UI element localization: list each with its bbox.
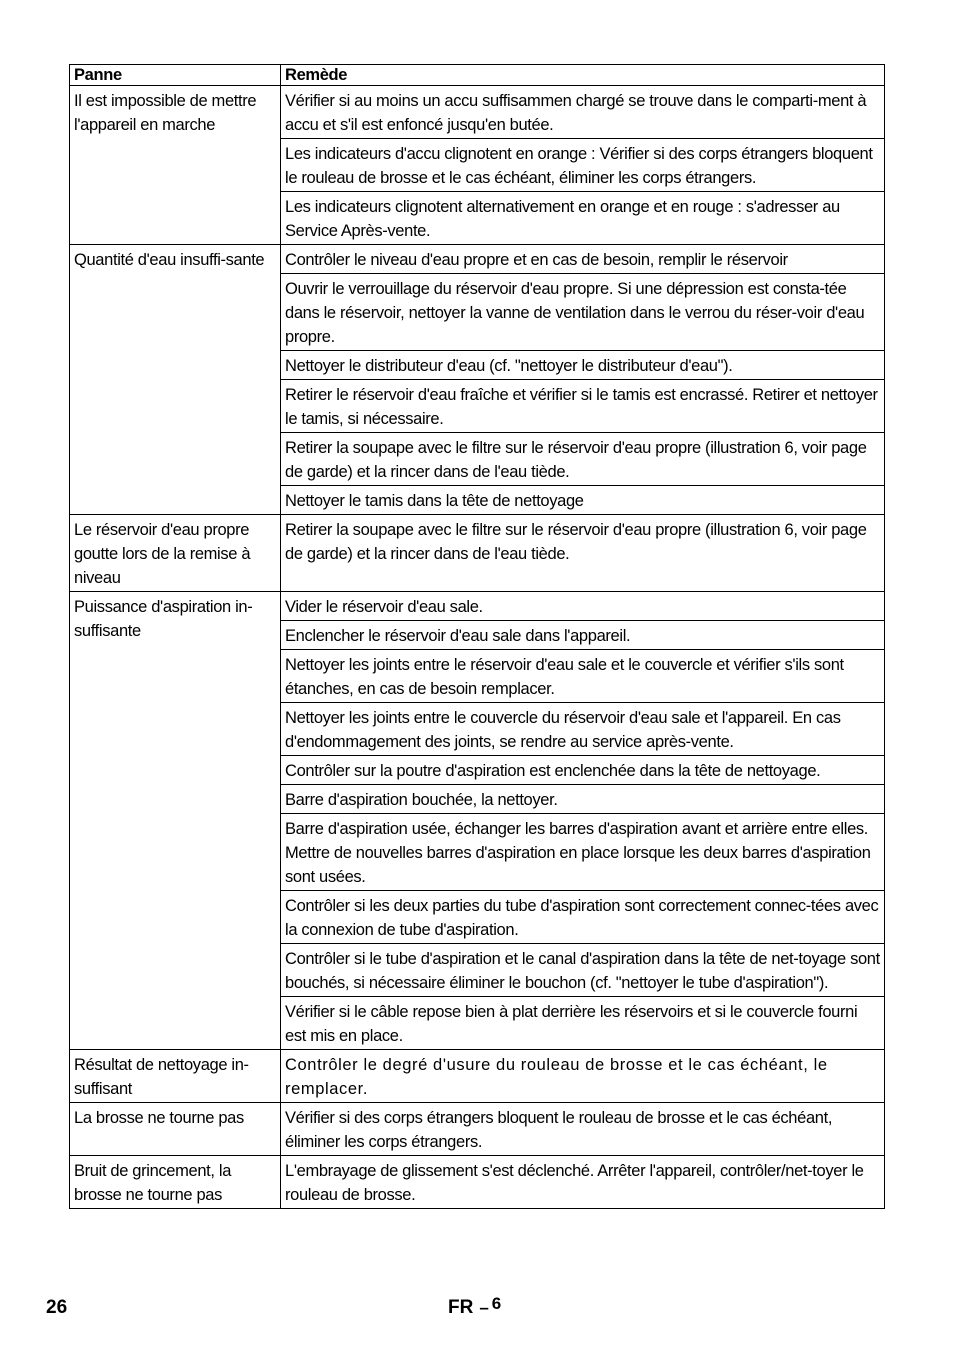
remedy-cell: Vérifier si le câble repose bien à plat derrière les réservoirs et si le couvercle fourni est mis en place. xyxy=(281,997,885,1050)
remedy-cell: Ouvrir le verrouillage du réservoir d'eau propre. Si une dépression est consta-tée dans le réservoir, nettoyer la vanne de ventilation dans le verrou du réser-voir d'eau propre. xyxy=(281,274,885,351)
footer-dash: – xyxy=(479,1298,489,1317)
fault-cell: Résultat de nettoyage in-suffisant xyxy=(70,1050,281,1103)
fault-cell: Bruit de grincement, la brosse ne tourne pas xyxy=(70,1156,281,1209)
page-number: 26 xyxy=(46,1297,68,1318)
remedy-cell: Nettoyer le tamis dans la tête de nettoyage xyxy=(281,486,885,515)
header-remede: Remède xyxy=(281,65,885,86)
footer-section-label xyxy=(448,1294,502,1319)
remedy-cell: Vérifier si au moins un accu suffisammen chargé se trouve dans le comparti-ment à accu et s'il est enfoncé jusqu'en butée. xyxy=(281,86,885,139)
remedy-cell: Barre d'aspiration usée, échanger les barres d'aspiration avant et arrière entre elles. Mettre de nouvelles barres d'aspiration en place lorsque les deux barres d'aspiration sont usées. xyxy=(281,814,885,891)
remedy-cell: Retirer la soupape avec le filtre sur le réservoir d'eau propre (illustration 6, voir page de garde) et la rincer dans de l'eau tiède. xyxy=(281,515,885,592)
table-row xyxy=(70,515,885,592)
footer-language: FR xyxy=(448,1297,474,1318)
table-row xyxy=(70,1103,885,1156)
fault-cell: La brosse ne tourne pas xyxy=(70,1103,281,1156)
remedy-cell: Retirer la soupape avec le filtre sur le réservoir d'eau propre (illustration 6, voir page de garde) et la rincer dans de l'eau tiède. xyxy=(281,433,885,486)
remedy-cell: Vider le réservoir d'eau sale. xyxy=(281,592,885,621)
remedy-cell: Contrôler sur la poutre d'aspiration est enclenchée dans la tête de nettoyage. xyxy=(281,756,885,785)
remedy-cell: Nettoyer le distributeur d'eau (cf. "nettoyer le distributeur d'eau"). xyxy=(281,351,885,380)
remedy-cell: Enclencher le réservoir d'eau sale dans l'appareil. xyxy=(281,621,885,650)
remedy-cell: Vérifier si des corps étrangers bloquent le rouleau de brosse et le cas échéant, éliminer les corps étrangers. xyxy=(281,1103,885,1156)
remedy-cell: Contrôler le niveau d'eau propre et en cas de besoin, remplir le réservoir xyxy=(281,245,885,274)
remedy-cell: Les indicateurs d'accu clignotent en orange : Vérifier si des corps étrangers bloquent le rouleau de brosse et le cas échéant, éliminer les corps étrangers. xyxy=(281,139,885,192)
remedy-cell: Contrôler si les deux parties du tube d'aspiration sont correctement connec-tées avec la connexion de tube d'aspiration. xyxy=(281,891,885,944)
table-row xyxy=(70,1050,885,1103)
troubleshooting-table xyxy=(69,64,885,1209)
remedy-cell: Contrôler le degré d'usure du rouleau de brosse et le cas échéant, le remplacer. xyxy=(281,1050,885,1103)
footer-section-page: 6 xyxy=(491,1294,502,1313)
remedy-cell: Barre d'aspiration bouchée, la nettoyer. xyxy=(281,785,885,814)
table-row xyxy=(70,86,885,139)
remedy-cell: Retirer le réservoir d'eau fraîche et vérifier si le tamis est encrassé. Retirer et nettoyer le tamis, si nécessaire. xyxy=(281,380,885,433)
remedy-cell: Contrôler si le tube d'aspiration et le canal d'aspiration dans la tête de net-toyage sont bouchés, si nécessaire éliminer le bouchon (cf. "nettoyer le tube d'aspiration"). xyxy=(281,944,885,997)
fault-cell: Il est impossible de mettre l'appareil en marche xyxy=(70,86,281,245)
table-row xyxy=(70,245,885,274)
table-row xyxy=(70,592,885,621)
remedy-cell: Nettoyer les joints entre le réservoir d'eau sale et le couvercle et vérifier s'ils sont étanches, en cas de besoin remplacer. xyxy=(281,650,885,703)
table-header-row xyxy=(70,65,885,86)
remedy-cell: L'embrayage de glissement s'est déclenché. Arrêter l'appareil, contrôler/net-toyer le rouleau de brosse. xyxy=(281,1156,885,1209)
table-row xyxy=(70,1156,885,1209)
remedy-cell: Les indicateurs clignotent alternativement en orange et en rouge : s'adresser au Service Après-vente. xyxy=(281,192,885,245)
fault-cell: Quantité d'eau insuffi-sante xyxy=(70,245,281,515)
fault-cell: Le réservoir d'eau propre goutte lors de la remise à niveau xyxy=(70,515,281,592)
remedy-cell: Nettoyer les joints entre le couvercle du réservoir d'eau sale et l'appareil. En cas d'endommagement des joints, se rendre au service après-vente. xyxy=(281,703,885,756)
fault-cell: Puissance d'aspiration in-suffisante xyxy=(70,592,281,1050)
header-panne: Panne xyxy=(70,65,281,86)
